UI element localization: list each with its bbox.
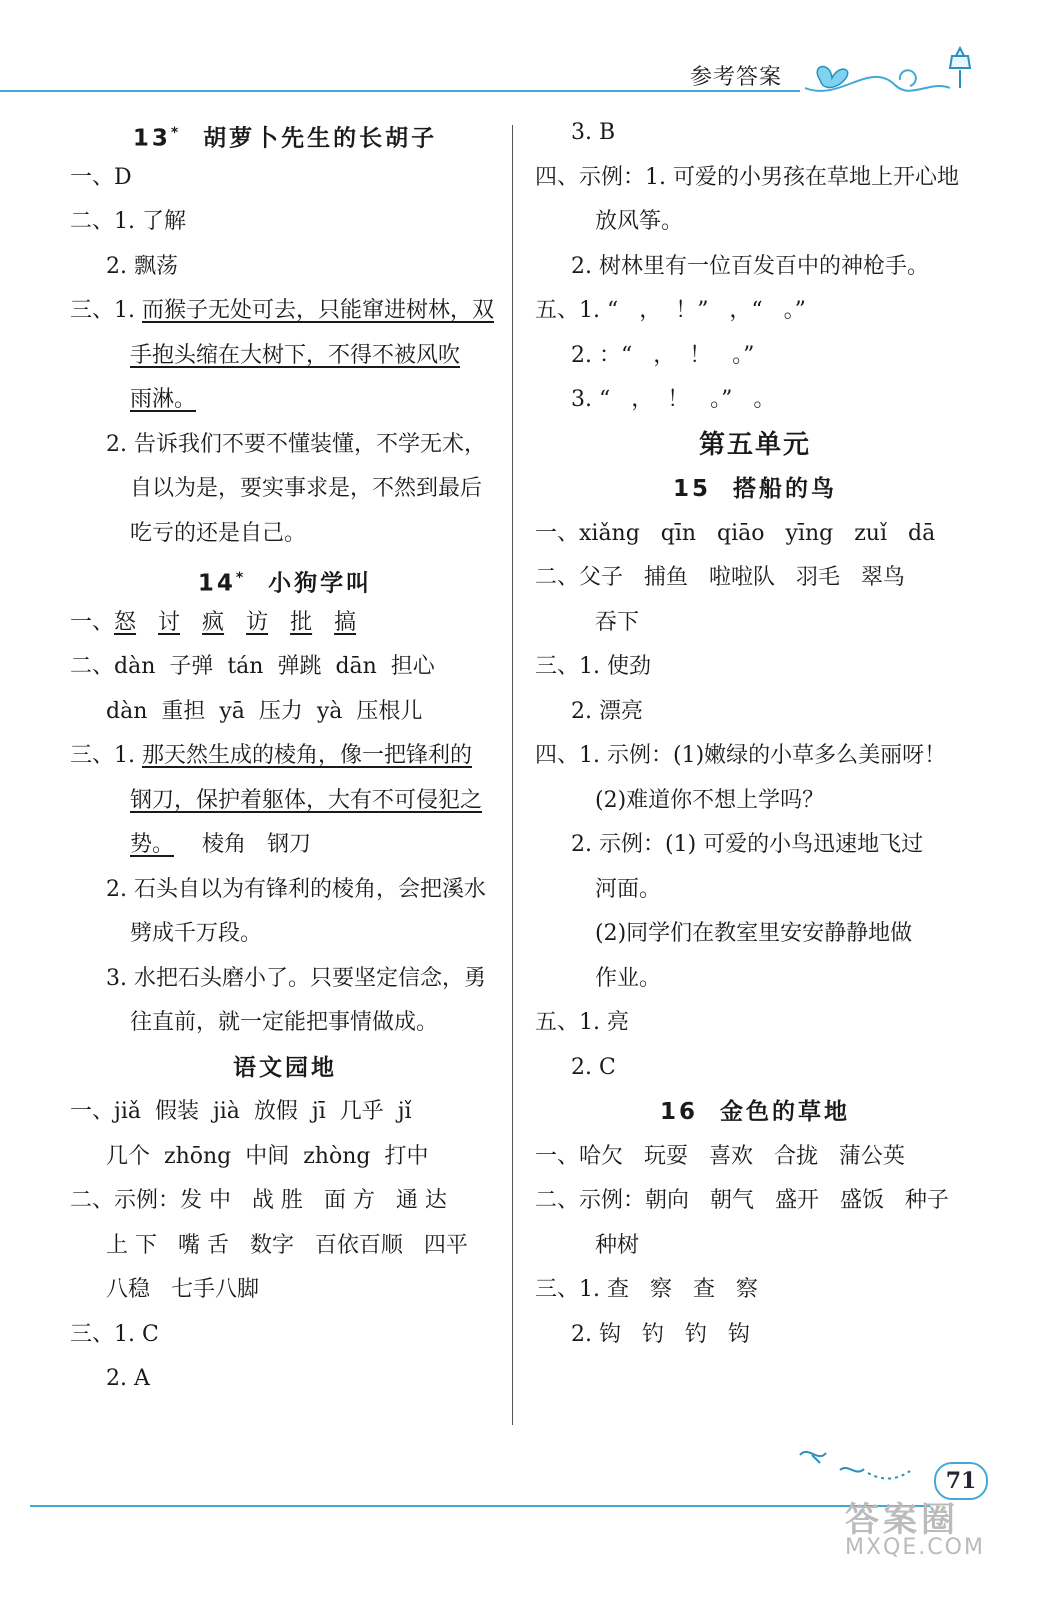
underlined-answer: 雨淋。 (130, 387, 197, 412)
answer-text: 一、xiǎng qīn qiāo yīng zuǐ dā (535, 520, 936, 546)
answer-line (70, 1097, 412, 1127)
answer-line (595, 964, 661, 994)
header-rule (0, 90, 800, 92)
section-heading (70, 1053, 500, 1083)
heading-title: 金色的草地 (720, 1099, 850, 1125)
underlined-answer: 手抱头缩在大树下，不得不被风吹 (130, 342, 461, 368)
answer-text: 3. 水把石头磨小了。只要坚定信念，勇 (106, 965, 486, 991)
answer-line (595, 1231, 639, 1261)
page-number: 71 (934, 1462, 988, 1500)
answer-line (130, 830, 311, 860)
answer-text: 二、父子 捕鱼 啦啦队 羽毛 翠鸟 (535, 565, 905, 590)
answer-line (535, 519, 935, 549)
heading-title: 搭船的鸟 (733, 476, 837, 502)
answer-line (535, 741, 946, 771)
answer-tail: 棱角 钢刀 (174, 832, 311, 857)
answer-text: 三、1. C (70, 1321, 159, 1347)
answer-line (106, 252, 178, 282)
answer-text: 二、dàn 子弹 tán 弹跳 dān 担心 (70, 654, 435, 679)
underlined-answer: 势。 (130, 832, 175, 857)
answer-text: 三、1. 查 察 查 察 (535, 1277, 758, 1302)
answer-line (70, 1186, 447, 1216)
answer-line (571, 830, 923, 860)
butterfly-lamp-ornament-icon (800, 40, 1000, 110)
answer-line (130, 385, 196, 415)
answer-line (106, 964, 486, 994)
answer-line (130, 919, 262, 949)
answer-line (70, 1320, 159, 1350)
answer-word: 疯 (202, 609, 225, 635)
answer-line (535, 1186, 949, 1216)
answer-line (535, 1142, 905, 1172)
answer-text: 放风筝。 (595, 209, 684, 234)
answer-word: 搞 (334, 609, 357, 635)
answer-text: 2. C (571, 1054, 616, 1080)
answer-text: 2. 石头自以为有锋利的棱角，会把溪水 (106, 876, 486, 902)
answer-text: 二、示例：发 中 战 胜 面 方 通 达 (70, 1188, 447, 1213)
answer-text: 3. “ ， ！ 。” 。 (571, 387, 776, 412)
heading-title: 第五单元 (698, 429, 811, 460)
underlined-answer: 那天然生成的棱角，像一把锋利的 (141, 743, 472, 768)
answer-text: 自以为是，要实事求是，不然到最后 (130, 476, 483, 501)
answer-text: 2. A (106, 1366, 150, 1391)
answer-text: dàn 重担 yā 压力 yà 压根儿 (106, 698, 423, 724)
section-heading (70, 118, 500, 154)
heading-title: 胡萝卜先生的长胡子 (203, 125, 438, 152)
underlined-answer: 而猴子无处可去，只能窜进树林，双 (141, 298, 494, 323)
answer-line (571, 385, 775, 415)
answer-line (70, 207, 186, 237)
answer-line (535, 652, 651, 682)
heading-title: 小狗学叫 (268, 570, 373, 597)
answer-line (571, 1320, 750, 1350)
answer-text: 作业。 (595, 965, 662, 991)
answer-line (571, 341, 754, 371)
answer-text: 劈成千万段。 (130, 921, 263, 946)
answer-line (535, 296, 806, 326)
answer-line (535, 163, 959, 193)
answer-line (571, 697, 643, 727)
answer-text: 一、jiǎ 假装 jià 放假 jī 几乎 jǐ (70, 1099, 412, 1124)
answer-text: 几个 zhōng 中间 zhòng 打中 (106, 1143, 429, 1169)
answer-word: 批 (290, 609, 313, 635)
answer-text: 2. 钩 钓 钓 钩 (571, 1321, 750, 1347)
answer-line (130, 786, 482, 816)
answer-text: 上 下 嘴 舌 数字 百依百顺 四平 (106, 1232, 468, 1258)
lesson-star: * (235, 570, 247, 586)
answer-text: 吞下 (595, 609, 640, 635)
answer-text: 五、1. 亮 (535, 1010, 629, 1035)
answer-line (130, 341, 460, 371)
question-label: 三、1. (70, 743, 142, 768)
answer-text: 种树 (595, 1232, 640, 1258)
section-heading (70, 563, 500, 599)
bird-footer-ornament-icon (790, 1435, 930, 1495)
answer-text: 2. 树林里有一位百发百中的神枪手。 (571, 253, 929, 279)
underlined-answer: 钢刀，保护着躯体，大有不可侵犯之 (130, 787, 483, 813)
lesson-number: 15 (672, 476, 711, 502)
answer-text: 一、哈欠 玩耍 喜欢 合拢 蒲公英 (535, 1143, 905, 1169)
answer-line (535, 563, 905, 593)
page-header (0, 0, 1063, 110)
answer-line (106, 1364, 150, 1394)
answer-line (130, 474, 482, 504)
answer-line (595, 919, 912, 949)
answer-line (595, 207, 683, 237)
question-label: 一、 (70, 609, 115, 635)
answer-text: 2. 漂亮 (571, 698, 643, 724)
section-heading (535, 474, 975, 504)
answer-line (130, 1008, 438, 1038)
answer-text: 2. ：“ ， ！ 。” (571, 342, 755, 368)
column-divider (512, 125, 513, 1425)
heading-title: 语文园地 (233, 1054, 337, 1081)
answer-line (70, 652, 435, 682)
answer-line (70, 296, 494, 326)
watermark-line2: MXQE.COM (845, 1535, 985, 1560)
answer-text: 四、1. 示例：(1)嫩绿的小草多么美丽呀！ (535, 743, 947, 768)
answer-line (130, 519, 306, 549)
answer-text: 二、示例：朝向 朝气 盛开 盛饭 种子 (535, 1188, 949, 1213)
watermark-line1: 答案圈 (845, 1500, 959, 1540)
answer-line (595, 608, 639, 638)
answer-line (70, 163, 132, 193)
answer-word: 怒 (114, 609, 137, 635)
answer-line (106, 697, 422, 727)
header-title: 参考答案 (690, 65, 783, 90)
answer-text: 八稳 七手八脚 (106, 1277, 259, 1302)
answer-line (106, 1275, 259, 1305)
lesson-number: 13 (132, 125, 171, 152)
answer-line (571, 252, 929, 282)
answer-line (106, 875, 486, 905)
answer-text: 3. B (571, 120, 616, 145)
answer-line (595, 786, 824, 816)
answer-line (535, 1008, 629, 1038)
watermark (845, 1492, 985, 1560)
footer-rule (30, 1505, 930, 1507)
unit-heading (535, 430, 975, 460)
answer-line (106, 1231, 468, 1261)
answer-text: 吃亏的还是自己。 (130, 520, 307, 546)
section-heading (535, 1097, 975, 1127)
answer-line (70, 608, 378, 638)
answer-line (595, 875, 661, 905)
answer-text: 四、示例：1. 可爱的小男孩在草地上开心地 (535, 164, 959, 190)
answer-text: 一、D (70, 164, 132, 190)
answer-line (535, 1275, 758, 1305)
answer-text: 2. 示例：(1) 可爱的小鸟迅速地飞过 (571, 832, 924, 857)
answer-line (571, 1053, 616, 1083)
question-label: 三、1. (70, 298, 142, 323)
answer-text: 二、1. 了解 (70, 209, 186, 234)
answer-word: 讨 (158, 609, 181, 635)
answer-text: 河面。 (595, 876, 662, 902)
lesson-number: 16 (659, 1099, 698, 1125)
answer-text: (2)同学们在教室里安安静静地做 (595, 921, 913, 946)
answer-text: 2. 告诉我们不要不懂装懂，不学无术， (106, 431, 486, 457)
answer-text: 往直前，就一定能把事情做成。 (130, 1010, 439, 1035)
answer-word: 访 (246, 609, 269, 635)
answer-line (106, 1142, 428, 1172)
answer-text: 2. 飘荡 (106, 253, 178, 279)
answer-text: (2)难道你不想上学吗？ (595, 787, 825, 813)
lesson-number: 14 (197, 570, 236, 597)
answer-text: 三、1. 使劲 (535, 654, 651, 679)
lesson-star: * (170, 125, 182, 141)
answer-line (70, 741, 472, 771)
answer-line (571, 118, 615, 148)
answer-line (106, 430, 486, 460)
answer-text: 五、1. “ ， ！” ，“ 。” (535, 298, 806, 323)
